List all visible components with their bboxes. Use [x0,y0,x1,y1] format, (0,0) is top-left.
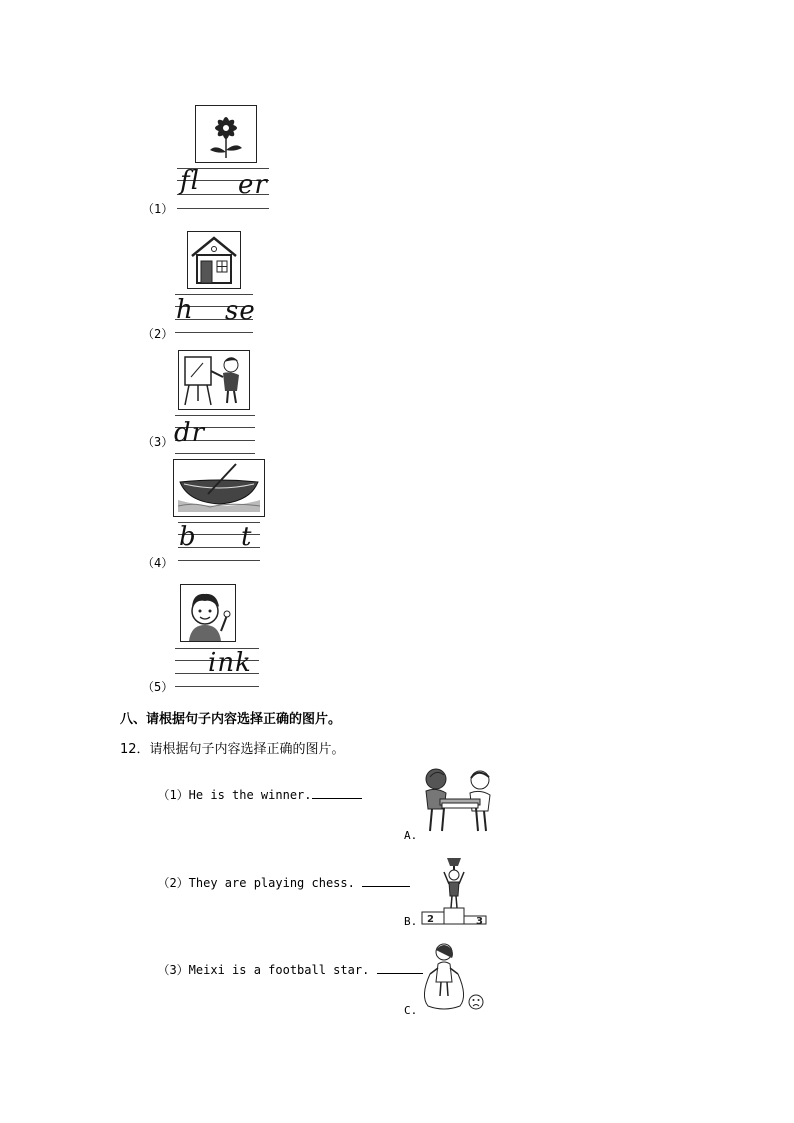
drawing-child-icon [179,351,249,409]
word-part-right: ink [208,648,252,678]
house-picture [187,231,241,289]
answer-blank[interactable] [377,973,423,974]
answer-blank[interactable] [362,886,410,887]
word-part-right: t [241,522,253,552]
item-number: （5） [142,680,174,694]
item-number: （1） [142,202,174,216]
girl-skipping-rope-icon [418,940,490,1016]
thinking-boy-picture [180,584,236,642]
option-label: A. [404,829,418,842]
question-title: 12．请根据句子内容选择正确的图片。 [120,742,345,757]
option-label: C. [404,1004,418,1017]
podium-second-place: 2 [427,914,434,925]
word-part-left: b [179,522,197,552]
sentence-item [143,772,362,803]
answer-blank[interactable] [312,798,362,799]
boat-icon [174,460,264,516]
sentence-text: （3）Meixi is a football star. [157,963,377,977]
kids-playing-chess-icon [418,765,498,837]
drawing-picture [178,350,250,410]
option-label: B. [404,915,418,928]
item-number: （4） [142,556,174,570]
section-heading: 八、请根据句子内容选择正确的图片。 [120,712,342,727]
item-number: （2） [142,327,174,341]
word-part-left: dr [174,418,206,448]
sentence-text: （2）They are playing chess. [157,876,363,890]
thinking-boy-icon [181,585,235,641]
sentence-item [143,947,423,978]
house-icon [188,232,240,288]
word-part-left: h [176,295,194,325]
podium-third-place: 3 [476,916,483,926]
flower-icon [196,106,256,162]
boat-picture [173,459,265,517]
sentence-item [143,860,410,891]
sentence-text: （1）He is the winner. [157,788,312,802]
word-part-left: fl [180,166,200,196]
winner-podium-icon [418,854,490,926]
flower-picture [195,105,257,163]
word-part-right: er [238,170,268,200]
item-number: （3） [142,435,174,449]
word-part-right: se [225,296,256,326]
